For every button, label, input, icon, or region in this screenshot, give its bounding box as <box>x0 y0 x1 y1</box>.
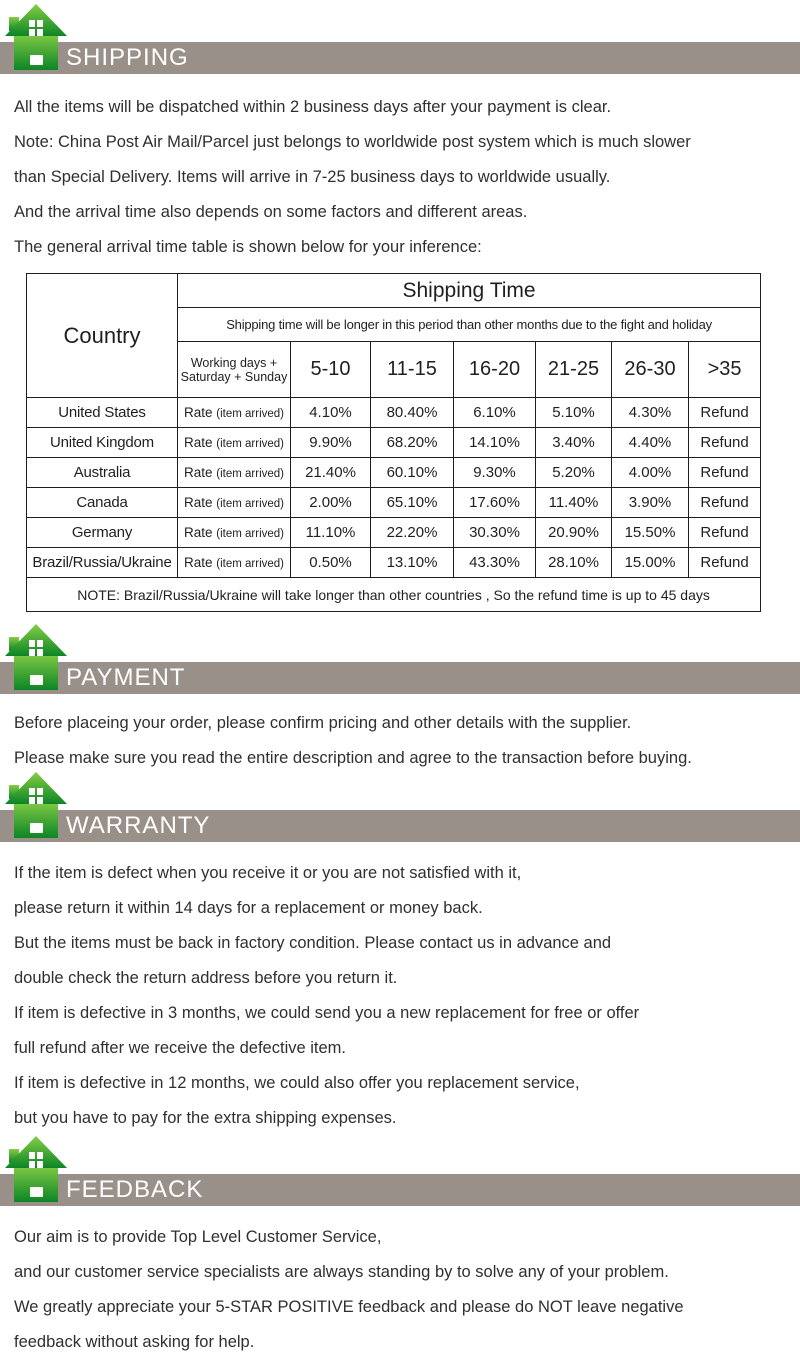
shipping-line: And the arrival time also depends on some factors and different areas. <box>14 203 528 221</box>
warranty-line: but you have to pay for the extra shipping expenses. <box>14 1109 397 1127</box>
shipping-section-header <box>0 0 800 76</box>
value-cell: 22.20% <box>371 518 454 548</box>
warranty-section-header <box>0 768 800 844</box>
value-cell: 6.10% <box>454 398 536 428</box>
refund-cell: Refund <box>689 518 761 548</box>
warranty-banner <box>0 810 800 842</box>
feedback-section-header <box>0 1132 800 1208</box>
rate-sublabel: (item arrived) <box>216 408 285 420</box>
rate-cell <box>178 398 291 428</box>
value-cell: 2.00% <box>291 488 371 518</box>
value-cell: 4.00% <box>612 458 689 488</box>
value-cell: 21.40% <box>291 458 371 488</box>
value-cell: 0.50% <box>291 548 371 578</box>
rate-label: Rate <box>183 405 213 420</box>
country-cell: Canada <box>27 488 178 518</box>
rate-cell <box>178 488 291 518</box>
warranty-line: If item is defective in 3 months, we could send you a new replacement for free or offer <box>14 1004 640 1022</box>
table-note: NOTE: Brazil/Russia/Ukraine will take longer than other countries , So the refund time is up to 45 days <box>27 578 761 612</box>
value-cell: 30.30% <box>454 518 536 548</box>
shipping-line: than Special Delivery. Items will arrive in 7-25 business days to worldwide usually. <box>14 168 611 186</box>
day-range-header: 16-20 <box>454 342 536 398</box>
rate-sublabel: (item arrived) <box>216 498 285 510</box>
table-row <box>27 548 761 578</box>
warranty-line: If item is defective in 12 months, we could also offer you replacement service, <box>14 1074 580 1092</box>
warranty-line: please return it within 14 days for a replacement or money back. <box>14 899 483 917</box>
rate-label: Rate <box>183 435 213 450</box>
value-cell: 68.20% <box>371 428 454 458</box>
rate-label: Rate <box>183 465 213 480</box>
day-range-header: >35 <box>689 342 761 398</box>
warranty-title: WARRANTY <box>66 812 211 839</box>
shipping-text <box>0 76 800 273</box>
rate-sublabel: (item arrived) <box>216 438 285 450</box>
value-cell: 9.90% <box>291 428 371 458</box>
country-header: Country <box>27 274 178 398</box>
value-cell: 9.30% <box>454 458 536 488</box>
warranty-line: full refund after we receive the defective item. <box>14 1039 346 1057</box>
table-row <box>27 428 761 458</box>
country-cell: United Kingdom <box>27 428 178 458</box>
day-range-header: 21-25 <box>536 342 612 398</box>
working-days-header: Working days + Saturday + Sunday <box>178 342 291 398</box>
feedback-text <box>0 1208 800 1360</box>
payment-text <box>0 696 800 776</box>
rate-cell <box>178 458 291 488</box>
table-row <box>27 488 761 518</box>
table-row <box>27 398 761 428</box>
warranty-line: double check the return address before you return it. <box>14 969 398 987</box>
value-cell: 20.90% <box>536 518 612 548</box>
value-cell: 5.20% <box>536 458 612 488</box>
rate-sublabel: (item arrived) <box>216 558 285 570</box>
rate-label: Rate <box>183 555 213 570</box>
feedback-line: Our aim is to provide Top Level Customer Service, <box>14 1228 382 1246</box>
shipping-line: Note: China Post Air Mail/Parcel just belongs to worldwide post system which is much slower <box>14 133 691 151</box>
value-cell: 4.40% <box>612 428 689 458</box>
rate-label: Rate <box>183 525 213 540</box>
day-range-header: 26-30 <box>612 342 689 398</box>
feedback-line: feedback without asking for help. <box>14 1333 255 1351</box>
house-icon <box>5 772 67 838</box>
refund-cell: Refund <box>689 428 761 458</box>
refund-cell: Refund <box>689 548 761 578</box>
country-cell: Australia <box>27 458 178 488</box>
value-cell: 80.40% <box>371 398 454 428</box>
shipping-banner <box>0 42 800 74</box>
house-icon <box>5 1136 67 1202</box>
value-cell: 11.40% <box>536 488 612 518</box>
refund-cell: Refund <box>689 458 761 488</box>
rate-label: Rate <box>183 495 213 510</box>
value-cell: 15.50% <box>612 518 689 548</box>
table-row <box>27 458 761 488</box>
feedback-title: FEEDBACK <box>66 1176 204 1203</box>
rate-sublabel: (item arrived) <box>216 528 285 540</box>
warranty-line: But the items must be back in factory condition. Please contact us in advance and <box>14 934 612 952</box>
value-cell: 60.10% <box>371 458 454 488</box>
value-cell: 65.10% <box>371 488 454 518</box>
day-range-header: 11-15 <box>371 342 454 398</box>
country-cell: United States <box>27 398 178 428</box>
payment-banner <box>0 662 800 694</box>
rate-cell <box>178 428 291 458</box>
feedback-banner <box>0 1174 800 1206</box>
feedback-line: and our customer service specialists are always standing by to solve any of your problem. <box>14 1263 669 1281</box>
value-cell: 4.10% <box>291 398 371 428</box>
value-cell: 11.10% <box>291 518 371 548</box>
table-subheader: Shipping time will be longer in this period than other months due to the fight and holiday <box>178 308 761 342</box>
value-cell: 14.10% <box>454 428 536 458</box>
shipping-line: The general arrival time table is shown below for your inference: <box>14 238 482 256</box>
value-cell: 17.60% <box>454 488 536 518</box>
rate-cell <box>178 548 291 578</box>
warranty-text <box>0 844 800 1136</box>
payment-line: Before placeing your order, please confirm pricing and other details with the supplier. <box>14 714 632 732</box>
country-cell: Brazil/Russia/Ukraine <box>27 548 178 578</box>
refund-cell: Refund <box>689 398 761 428</box>
feedback-line: We greatly appreciate your 5-STAR POSITIVE feedback and please do NOT leave negative <box>14 1298 684 1316</box>
payment-line: Please make sure you read the entire description and agree to the transaction before buying. <box>14 749 692 767</box>
house-icon <box>5 624 67 690</box>
refund-cell: Refund <box>689 488 761 518</box>
country-cell: Germany <box>27 518 178 548</box>
rate-cell <box>178 518 291 548</box>
value-cell: 13.10% <box>371 548 454 578</box>
payment-title: PAYMENT <box>66 664 186 691</box>
shipping-time-header: Shipping Time <box>178 274 761 308</box>
rate-sublabel: (item arrived) <box>216 468 285 480</box>
warranty-line: If the item is defect when you receive it or you are not satisfied with it, <box>14 864 522 882</box>
value-cell: 28.10% <box>536 548 612 578</box>
value-cell: 43.30% <box>454 548 536 578</box>
shipping-line: All the items will be dispatched within 2 business days after your payment is clear. <box>14 98 612 116</box>
value-cell: 3.40% <box>536 428 612 458</box>
value-cell: 5.10% <box>536 398 612 428</box>
value-cell: 15.00% <box>612 548 689 578</box>
shipping-title: SHIPPING <box>66 44 189 71</box>
value-cell: 3.90% <box>612 488 689 518</box>
value-cell: 4.30% <box>612 398 689 428</box>
day-range-header: 5-10 <box>291 342 371 398</box>
table-row <box>27 518 761 548</box>
house-icon <box>5 4 67 70</box>
shipping-time-table <box>26 273 761 612</box>
payment-section-header <box>0 620 800 696</box>
